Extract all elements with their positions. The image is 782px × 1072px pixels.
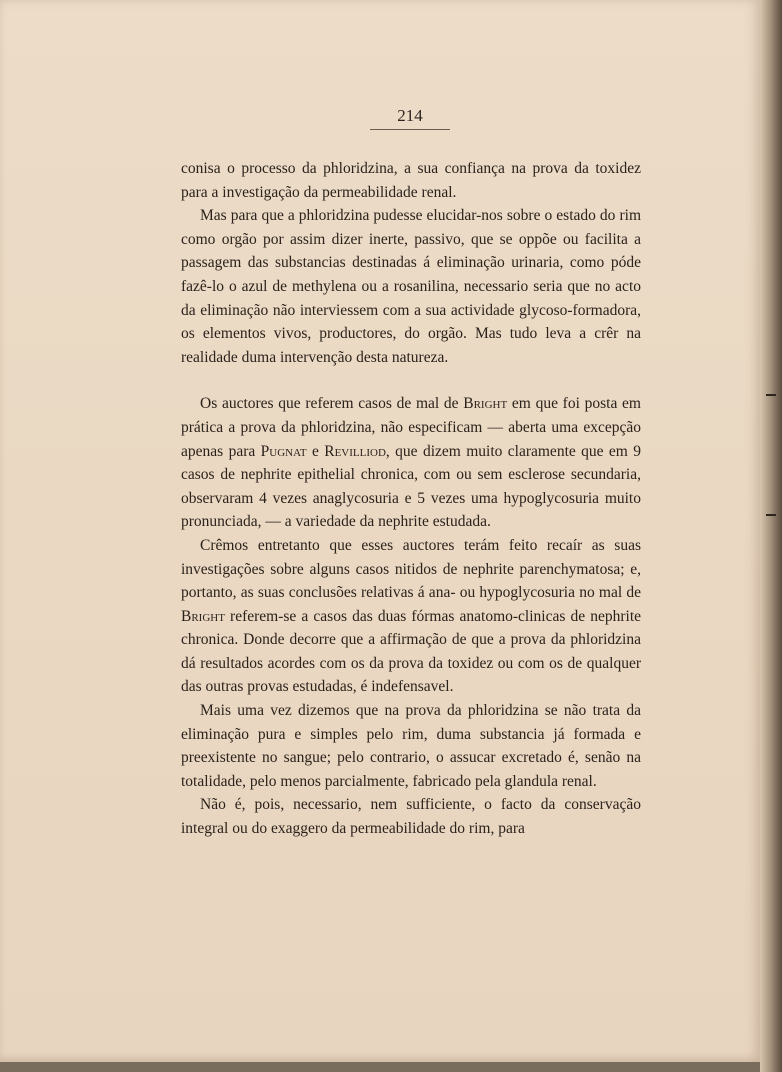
text-segment: Não é, pois, necessario, nem sufficiente, o facto da conservação integral ou do exaggero da permeabilidade do rim, para: [181, 796, 641, 838]
text-segment: referem-se a casos das duas fórmas anatomo-clinicas de nephrite chronica. Donde decorre que a affirmação de que a prova da phloridzina dá resultados acordes com os da prova da toxidez ou com os de qualquer das outras provas estudadas, é indefensavel.: [181, 607, 641, 696]
paragraph: [181, 699, 641, 793]
edge-mark: [766, 394, 776, 396]
paragraph: [181, 204, 641, 369]
body-text: [181, 157, 641, 841]
author-name: Pugnat: [260, 442, 307, 460]
paragraph: [181, 392, 641, 534]
page-number: 214: [397, 106, 423, 125]
paragraph: [181, 534, 641, 699]
author-name: Revilliod: [324, 442, 386, 460]
text-segment: em que foi posta em prática a prova da phloridzina, não especificam — aberta uma excepção apenas para: [181, 395, 641, 460]
text-segment: e: [306, 442, 325, 460]
text-segment: Os auctores que referem casos de mal de: [200, 395, 464, 413]
edge-mark: [766, 514, 776, 516]
text-segment: Crêmos entretanto que esses auctores terám feito recaír as suas investigações sobre alguns casos nitidos de nephrite parenchymatosa; e, portanto, as suas conclusões relativas á ana- ou hypoglycosuria no mal de: [181, 536, 641, 602]
text-segment: conisa o processo da phloridzina, a sua confiança na prova da toxidez para a investigação da permeabilidade renal.: [181, 160, 641, 201]
page-edge-shadow: [760, 0, 782, 1072]
text-segment: Mais uma vez dizemos que na prova da phloridzina se não trata da eliminação pura e simples pelo rim, duma substancia já formada e preexistente no sangue; pelo contrario, o assucar excretado é, senão na totalidade, pelo menos parcialmente, fabricado pela glandula renal.: [181, 702, 641, 790]
author-name: Bright: [463, 395, 508, 413]
paragraph: [181, 157, 641, 204]
header-rule: [370, 129, 450, 130]
text-segment: Mas para que a phloridzina pudesse elucidar-nos sobre o estado do rim como orgão por assim dizer inerte, passivo, que se oppõe ou facilita a passagem das substancias destinadas á eliminação urinaria, como póde fazê-lo o azul de methylena ou a rosanilina, necessario seria que no acto da eliminação não interviessem com a sua actividade glycoso-formadora, os elementos vivos, productores, do orgão. Mas tudo leva a crêr na realidade duma intervenção desta natureza.: [181, 207, 641, 366]
text-segment: , que dizem muito claramente que em 9 casos de nephrite epithelial chronica, com ou sem esclerose secundaria, observaram 4 vezes anaglycosuria e 5 vezes uma hypoglycosuria muito pronunciada, — a variedade da nephrite estudada.: [181, 442, 642, 531]
author-name: Bright: [181, 607, 225, 625]
paragraph: [181, 793, 641, 840]
